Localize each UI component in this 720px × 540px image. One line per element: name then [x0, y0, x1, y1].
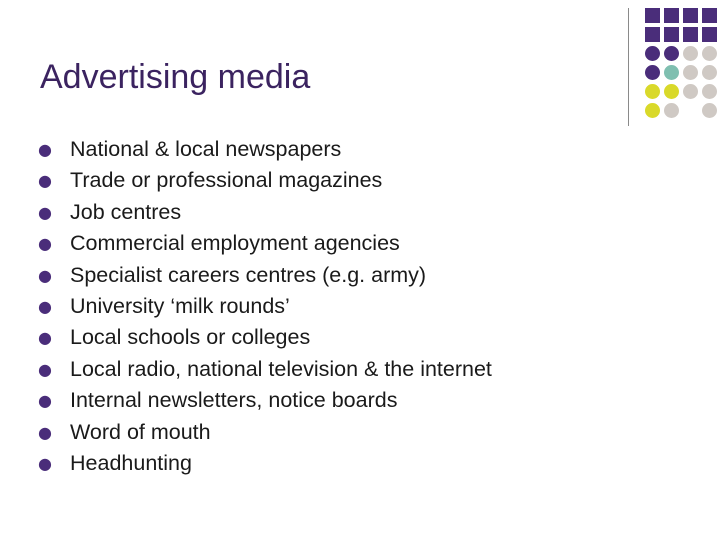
bullet-item: [38, 385, 638, 416]
bullet-text: Specialist careers centres (e.g. army): [70, 262, 427, 287]
bullet-text: Job centres: [70, 199, 182, 224]
decor-dot: [702, 84, 717, 99]
bullet-marker-icon: ●: [38, 328, 52, 348]
decor-dot: [645, 65, 660, 80]
bullet-text: Commercial employment agencies: [70, 231, 400, 256]
decor-square: [664, 8, 679, 23]
bullet-text: Local schools or colleges: [70, 325, 311, 350]
bullet-marker-icon: ●: [38, 234, 52, 254]
bullet-text: Word of mouth: [70, 419, 211, 444]
bullet-marker-icon: ●: [38, 454, 52, 474]
bullet-text: Internal newsletters, notice boards: [70, 388, 398, 413]
decor-dot: [664, 84, 679, 99]
bullet-list: [38, 134, 638, 479]
bullet-item: [38, 228, 638, 259]
bullet-marker-icon: ●: [38, 202, 52, 222]
bullet-marker-icon: ●: [38, 391, 52, 411]
bullet-marker-icon: ●: [38, 140, 52, 159]
decor-dot: [702, 46, 717, 61]
decor-dot: [683, 84, 698, 99]
bullet-text: Trade or professional magazines: [70, 168, 383, 193]
bullet-text: Local radio, national television & the internet: [70, 356, 492, 381]
bullet-item: [38, 165, 638, 196]
bullet-marker-icon: ●: [38, 359, 52, 379]
decor-dot: [645, 84, 660, 99]
bullet-item: [38, 197, 638, 228]
decor-square: [683, 8, 698, 23]
bullet-marker-icon: ●: [38, 422, 52, 442]
bullet-item: [38, 291, 638, 322]
dot-grid-decoration: [645, 8, 717, 126]
decor-square: [702, 8, 717, 23]
decor-square: [702, 27, 717, 42]
bullet-item: [38, 134, 638, 165]
decor-dot: [645, 46, 660, 61]
decor-square: [645, 27, 660, 42]
decor-dot: [683, 46, 698, 61]
bullet-text: National & local newspapers: [70, 137, 342, 161]
decor-dot: [702, 103, 717, 118]
decor-dot: [664, 65, 679, 80]
decor-dot: [664, 46, 679, 61]
bullet-item: [38, 260, 638, 291]
bullet-text: Headhunting: [70, 451, 192, 476]
decor-dot: [702, 65, 717, 80]
decor-dot: [683, 65, 698, 80]
bullet-marker-icon: ●: [38, 297, 52, 317]
bullet-marker-icon: ●: [38, 171, 52, 191]
bullet-item: [38, 354, 638, 385]
decor-dot: [664, 103, 679, 118]
decor-square: [683, 27, 698, 42]
decor-square: [664, 27, 679, 42]
bullet-item: [38, 448, 638, 479]
bullet-item: [38, 417, 638, 448]
bullet-text: University ‘milk rounds’: [70, 294, 290, 319]
decor-dot: [645, 103, 660, 118]
bullet-item: [38, 322, 638, 353]
decor-square: [645, 8, 660, 23]
bullet-marker-icon: ●: [38, 265, 52, 285]
header-divider-line: [628, 8, 629, 126]
slide-title: Advertising media: [40, 58, 311, 96]
